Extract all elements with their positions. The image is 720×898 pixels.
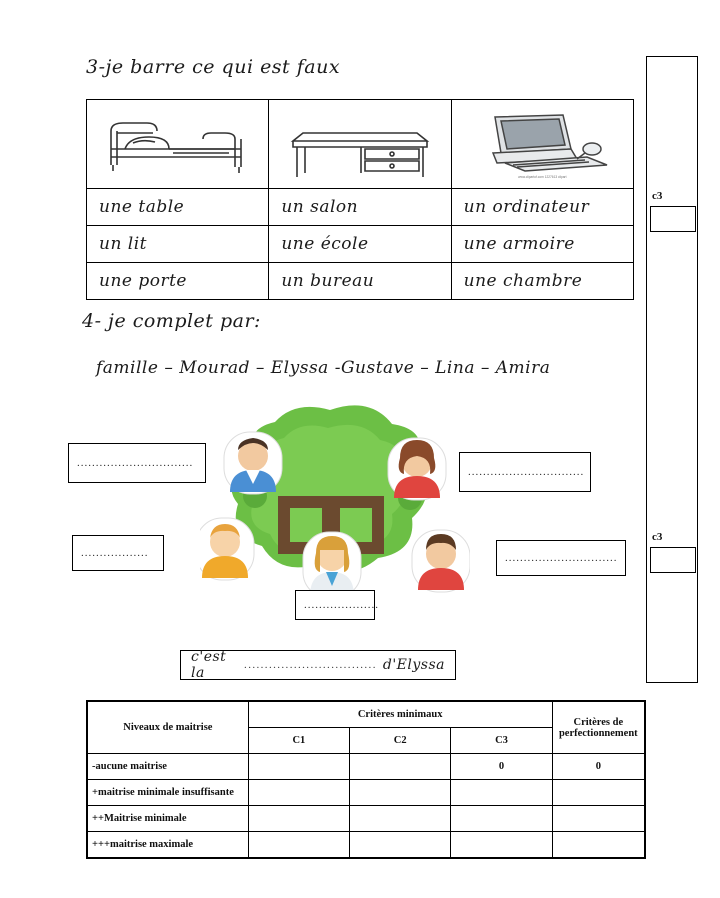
grid-row-label-2: ++Maitrise minimale — [87, 806, 248, 832]
exercise-4-title: 4- je complet par: — [82, 310, 261, 332]
portrait-sister — [303, 532, 361, 598]
grid-criterion-c1: C1 — [248, 728, 349, 754]
assessment-grid — [86, 700, 646, 859]
word-armoire[interactable]: une armoire — [451, 226, 633, 263]
word-bureau[interactable]: un bureau — [269, 263, 451, 300]
grid-cell-1-c2[interactable] — [350, 780, 451, 806]
portrait-brother — [200, 518, 254, 580]
answer-box-father[interactable]: ............................... — [68, 443, 206, 483]
answer-box-sister[interactable]: .................... — [295, 590, 375, 620]
sentence-suffix: d'Elyssa — [382, 657, 445, 673]
word-porte[interactable]: une porte — [87, 263, 269, 300]
table-row — [87, 806, 645, 832]
word-row-3 — [87, 263, 634, 300]
competence-column — [646, 56, 698, 683]
grid-header-minimal: Critères minimaux — [248, 701, 552, 728]
table-row — [87, 780, 645, 806]
bed-icon — [87, 109, 268, 179]
word-row-1 — [87, 189, 634, 226]
grid-cell-1-c5[interactable] — [552, 780, 645, 806]
desk-image-cell — [269, 100, 451, 189]
competence-label-top: c3 — [652, 190, 663, 202]
word-ecole[interactable]: une école — [269, 226, 451, 263]
grid-header-perfection: Critères de perfectionnement — [552, 701, 645, 754]
grid-cell-0-c3[interactable]: 0 — [451, 754, 552, 780]
grid-cell-2-c2[interactable] — [350, 806, 451, 832]
word-bank: famille – Mourad – Elyssa -Gustave – Lina – Amira — [96, 358, 551, 378]
grid-cell-3-c3[interactable] — [451, 832, 552, 859]
bed-image-cell — [87, 100, 269, 189]
word-salon[interactable]: un salon — [269, 189, 451, 226]
computer-image-cell — [451, 100, 633, 189]
grid-row-label-0: -aucune maitrise — [87, 754, 248, 780]
table-row — [87, 754, 645, 780]
grid-cell-2-c1[interactable] — [248, 806, 349, 832]
grid-cell-2-c5[interactable] — [552, 806, 645, 832]
portrait-father — [224, 432, 282, 494]
sentence-prefix: c'est la — [191, 649, 227, 681]
table-row — [87, 832, 645, 859]
grid-cell-3-c5[interactable] — [552, 832, 645, 859]
exercise-3-table — [86, 99, 634, 300]
word-row-2 — [87, 226, 634, 263]
grid-cell-1-c3[interactable] — [451, 780, 552, 806]
answer-box-brother[interactable]: .................. — [72, 535, 164, 571]
word-ordinateur[interactable]: un ordinateur — [451, 189, 633, 226]
grid-cell-0-c5[interactable]: 0 — [552, 754, 645, 780]
image-caption: www.clipartof.com 1227613 clipart — [518, 175, 567, 179]
sentence-completion-box[interactable] — [180, 650, 456, 680]
competence-score-top[interactable] — [650, 206, 696, 232]
grid-cell-3-c2[interactable] — [350, 832, 451, 859]
word-lit[interactable]: un lit — [87, 226, 269, 263]
grid-row-label-3: +++maitrise maximale — [87, 832, 248, 859]
grid-header-row — [87, 701, 645, 728]
grid-row-label-1: +maitrise minimale insuffisante — [87, 780, 248, 806]
exercise-3-title: 3-je barre ce qui est faux — [86, 56, 341, 78]
grid-cell-3-c1[interactable] — [248, 832, 349, 859]
sentence-blank[interactable]: ................................ — [244, 659, 377, 671]
desk-icon — [269, 107, 450, 181]
grid-cell-1-c1[interactable] — [248, 780, 349, 806]
grid-criterion-c2: C2 — [350, 728, 451, 754]
answer-box-mother[interactable]: ............................... — [459, 452, 591, 492]
grid-cell-2-c3[interactable] — [451, 806, 552, 832]
competence-label-bottom: c3 — [652, 531, 663, 543]
competence-score-bottom[interactable] — [650, 547, 696, 573]
grid-header-levels: Niveaux de maitrise — [87, 701, 248, 754]
word-chambre[interactable]: une chambre — [451, 263, 633, 300]
grid-cell-0-c2[interactable] — [350, 754, 451, 780]
portrait-mother — [388, 438, 446, 500]
computer-icon — [452, 109, 633, 175]
picture-row — [87, 100, 634, 189]
answer-box-cousin[interactable]: .............................. — [496, 540, 626, 576]
portrait-cousin — [412, 530, 470, 592]
word-table[interactable]: une table — [87, 189, 269, 226]
grid-cell-0-c1[interactable] — [248, 754, 349, 780]
grid-criterion-c3: C3 — [451, 728, 552, 754]
